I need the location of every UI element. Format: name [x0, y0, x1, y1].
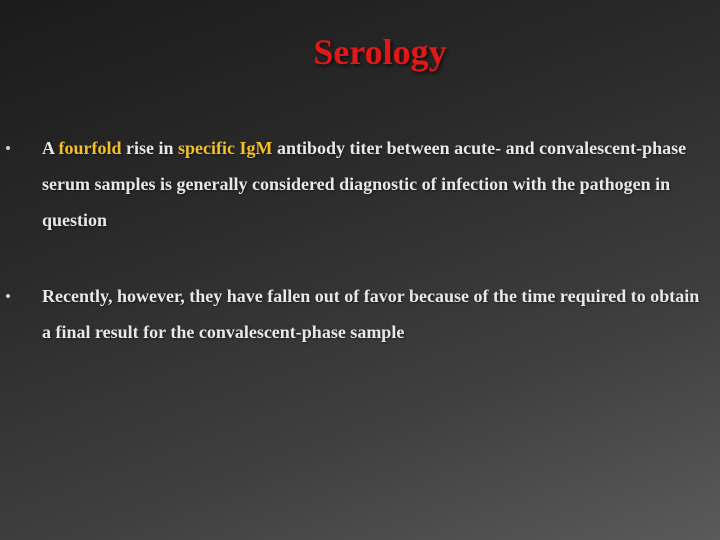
bullet-dot-icon — [6, 146, 10, 150]
highlight-specific-igm: specific IgM — [178, 138, 273, 158]
bullet-text-segment: rise in — [121, 138, 179, 158]
bullet-item-out-of-favor — [0, 278, 720, 350]
bullet-text-segment: A — [42, 138, 59, 158]
bullet-item-titer-rise — [0, 130, 720, 238]
highlight-fourfold: fourfold — [58, 138, 122, 158]
bullet-dot-icon — [6, 294, 10, 298]
bullet-text: Recently, however, they have fallen out of favor because of the time required to obtain a final result for the convalescent-phase sample — [42, 286, 700, 342]
bullet-list — [0, 130, 720, 350]
slide-title: Serology — [313, 32, 447, 72]
bullet-text-segment: antibody titer between acute- and convalescent-phase serum samples is generally considered diagnostic of infection with the pathogen in question — [42, 138, 687, 230]
